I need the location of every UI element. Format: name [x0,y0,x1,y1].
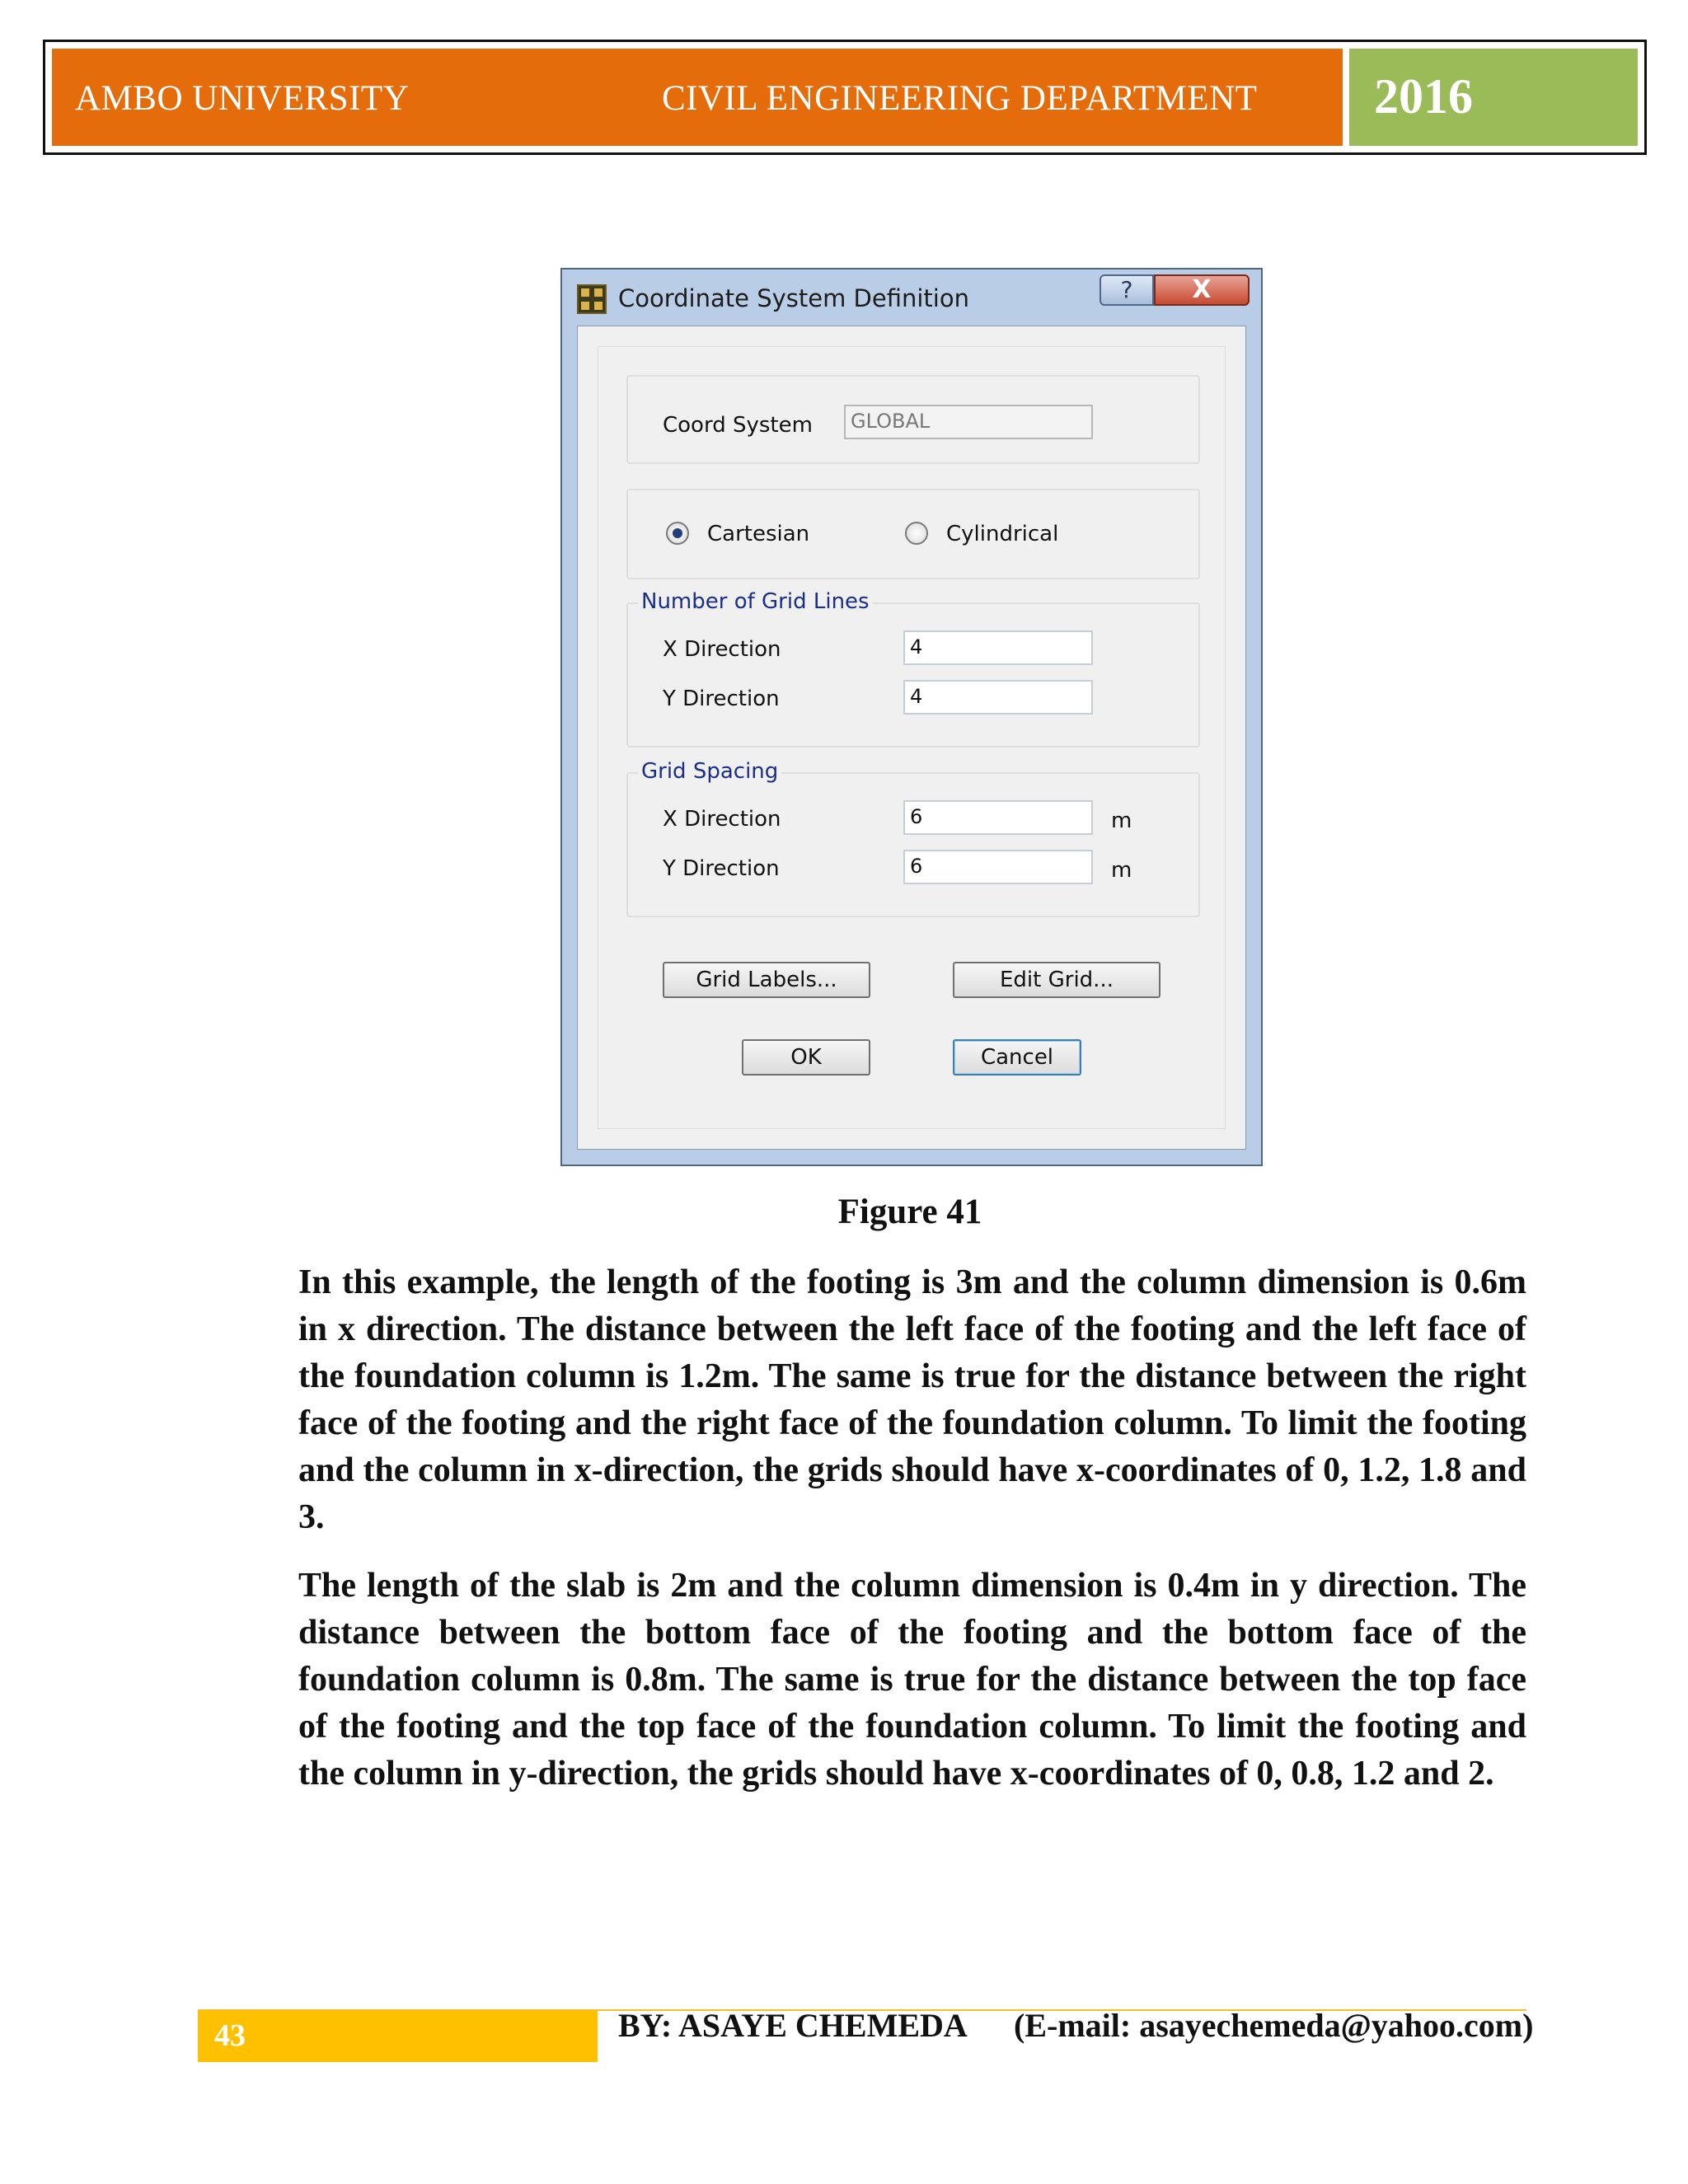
page-number: 43 [214,2018,246,2053]
page-number-box [198,2011,598,2062]
grid-spacing-title: Grid Spacing [638,759,781,784]
grid-lines-y-label: Y Direction [663,687,780,711]
figure-caption: Figure 41 [837,1193,982,1231]
cylindrical-label[interactable]: Cylindrical [946,522,1059,546]
grid-lines-group [626,589,1200,748]
dialog-inner-panel [598,346,1226,1129]
grid-spacing-x-input[interactable]: 6 [903,800,1093,835]
grid-lines-y-input[interactable]: 4 [903,680,1093,715]
cancel-button[interactable]: Cancel [953,1039,1081,1076]
cylindrical-radio[interactable] [905,522,928,545]
grid-spacing-x-label: X Direction [663,807,781,832]
university-name: AMBO UNIVERSITY [75,79,410,118]
ok-button[interactable]: OK [742,1039,870,1076]
coord-system-group [626,375,1200,464]
cartesian-radio[interactable] [666,522,689,545]
dialog-title: Coordinate System Definition [618,284,969,312]
header-green-band [1349,49,1638,146]
dialog-titlebar[interactable] [562,269,1261,326]
grid-spacing-x-unit: m [1111,808,1132,833]
footer-author: BY: ASAYE CHEMEDA [618,2007,968,2044]
grid-spacing-y-input[interactable]: 6 [903,850,1093,884]
grid-labels-button[interactable]: Grid Labels... [663,962,870,998]
grid-spacing-y-label: Y Direction [663,856,780,881]
page-header [43,40,1647,155]
header-orange-band [52,49,1343,146]
coord-system-label: Coord System [663,413,813,438]
body-paragraph-1: In this example, the length of the footing is 3m and the column dimension is 0.6m in x direction. The distance between the left face of the footing and the left face of the foundation column is 1.2m. The same is true for the distance between the right face of the footing and the right face of the foundation column. To limit the footing and the column in x-direction, the grids should have x-coordinates of 0, 1.2, 1.8 and 3. [298,1263,1526,1536]
grid-lines-x-input[interactable]: 4 [903,630,1093,665]
help-button[interactable]: ? [1100,274,1154,306]
grid-app-icon [577,284,607,314]
dialog-body [577,326,1246,1150]
system-type-group [626,489,1200,579]
close-button[interactable]: X [1154,274,1250,306]
cartesian-label[interactable]: Cartesian [707,522,810,546]
grid-lines-title: Number of Grid Lines [638,589,873,614]
edit-grid-button[interactable]: Edit Grid... [953,962,1160,998]
header-year: 2016 [1374,69,1473,124]
coord-system-field: GLOBAL [844,405,1093,439]
grid-lines-x-label: X Direction [663,637,781,662]
department-name: CIVIL ENGINEERING DEPARTMENT [662,79,1258,118]
coordinate-system-dialog [560,268,1263,1166]
grid-spacing-y-unit: m [1111,858,1132,883]
grid-spacing-group [626,759,1200,917]
body-paragraph-2: The length of the slab is 2m and the column dimension is 0.4m in y direction. The distance between the bottom face of the footing and the bottom face of the foundation column is 0.8m. The same is true for the distance between the top face of the footing and the top face of the foundation column. To limit the footing and the column in y-direction, the grids should have x-coordinates of 0, 0.8, 1.2 and 2. [298,1567,1526,1793]
footer-email: (E-mail: asayechemeda@yahoo.com) [1014,2007,1534,2044]
